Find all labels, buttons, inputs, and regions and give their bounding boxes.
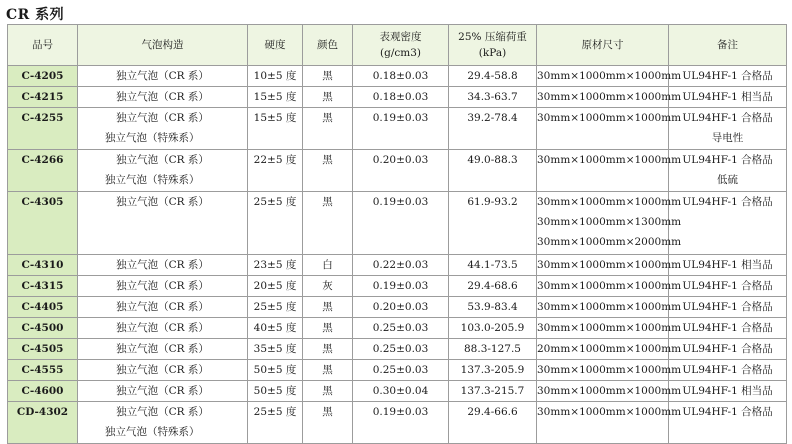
cell-code-text: C-4266 [21,154,64,166]
cell-size [537,339,682,360]
cell-hardness [248,150,303,192]
cell-structure-text: 独立气泡（CR 系） [116,385,209,397]
cell-density-text: 0.20±0.03 [372,154,429,166]
cell-code [8,318,78,339]
table-row [8,108,787,150]
cell-size [537,276,682,297]
cell-hardness-text: 15±5 度 [253,91,297,103]
cell-code [8,402,78,444]
table-row [8,192,787,255]
cell-note-text: UL94HF-1 合格品 [682,112,773,124]
cell-load [449,108,537,150]
cell-color [303,150,353,192]
cell-code-text: C-4500 [21,322,64,334]
cell-structure [78,276,248,297]
cell-color [303,339,353,360]
cell-color-text: 灰 [322,280,333,292]
cell-code-text: C-4405 [21,301,64,313]
cell-code-text: C-4305 [21,196,64,208]
cell-color [303,360,353,381]
cell-size-text: 30mm×1000mm×1000mm [537,196,682,208]
header-size [537,25,669,66]
cell-density [353,150,449,192]
cell-load [449,381,537,402]
cell-structure [78,360,248,381]
cell-density-text: 0.25±0.03 [372,343,429,355]
cell-color [303,108,353,150]
cell-size [537,297,682,318]
cell-note-text: 低硫 [717,174,738,186]
cell-color [303,381,353,402]
header-text: (g/cm3) [380,47,421,59]
cell-note-text: UL94HF-1 合格品 [682,301,773,313]
cell-load-text: 29.4-68.6 [467,280,518,292]
cell-code-text: CD-4302 [16,406,69,418]
cell-color [303,192,353,255]
cell-load [449,87,537,108]
cell-structure [78,87,248,108]
cell-hardness [248,360,303,381]
cell-note-text: UL94HF-1 合格品 [682,280,773,292]
cell-density-text: 0.18±0.03 [372,70,429,82]
cell-density [353,360,449,381]
cell-note-text: UL94HF-1 相当品 [682,259,773,271]
cell-hardness-text: 15±5 度 [253,112,297,124]
cell-size [537,255,682,276]
cell-color-text: 黑 [322,301,333,313]
cell-note-text: UL94HF-1 合格品 [682,154,773,166]
cell-load-text: 49.0-88.3 [467,154,518,166]
table-row [8,66,787,87]
cell-size [537,381,682,402]
cell-density [353,66,449,87]
cell-structure [78,402,248,444]
cell-structure [78,255,248,276]
cell-color-text: 黑 [322,385,333,397]
cell-load-text: 88.3-127.5 [464,343,521,355]
cell-note [669,339,787,360]
cell-color [303,66,353,87]
cell-structure-text: 独立气泡（CR 系） [116,112,209,124]
cell-hardness-text: 25±5 度 [253,301,297,313]
header-text: 备注 [717,39,738,51]
cell-density [353,402,449,444]
cell-size [537,402,682,444]
header-hardness [248,25,303,66]
cell-color-text: 黑 [322,406,333,418]
cell-size-text: 30mm×1000mm×1300mm [537,216,682,228]
cell-structure-text: 独立气泡（CR 系） [116,322,209,334]
cell-code-text: C-4505 [21,343,64,355]
cell-color-text: 黑 [322,112,333,124]
cell-load [449,318,537,339]
cell-structure-text: 独立气泡（特殊系） [105,174,200,186]
cell-load-text: 29.4-66.6 [467,406,518,418]
cell-note-text: UL94HF-1 合格品 [682,343,773,355]
cell-structure [78,297,248,318]
cell-size-text: 30mm×1000mm×1000mm [537,322,682,334]
cell-code [8,360,78,381]
cell-note-text: UL94HF-1 合格品 [682,406,773,418]
cell-hardness-text: 22±5 度 [253,154,297,166]
cell-size [537,318,682,339]
table-row [8,339,787,360]
header-color [303,25,353,66]
cell-code [8,255,78,276]
cell-note [669,402,787,444]
cell-hardness-text: 10±5 度 [253,70,297,82]
cell-note-text: UL94HF-1 相当品 [682,385,773,397]
cell-size-text: 30mm×1000mm×1000mm [537,259,682,271]
table-row [8,297,787,318]
header-text: 25% 压缩荷重 [458,31,527,43]
cell-hardness [248,255,303,276]
table-row [8,87,787,108]
cell-structure-text: 独立气泡（特殊系） [105,132,200,144]
cell-load-text: 61.9-93.2 [467,196,518,208]
page-title: CR 系列 [6,7,65,23]
cell-size-text: 30mm×1000mm×1000mm [537,280,682,292]
cell-note-text: 导电性 [711,132,744,144]
cell-code [8,150,78,192]
cell-code [8,339,78,360]
cell-code [8,108,78,150]
cell-density-text: 0.30±0.04 [372,385,429,397]
cell-note-text: UL94HF-1 合格品 [682,322,773,334]
cell-size-text: 30mm×1000mm×2000mm [537,236,682,248]
cell-structure-text: 独立气泡（CR 系） [116,406,209,418]
cell-code-text: C-4205 [21,70,64,82]
cell-hardness-text: 23±5 度 [253,259,297,271]
cell-hardness [248,276,303,297]
cell-code [8,87,78,108]
cell-structure [78,150,248,192]
header-note [669,25,787,66]
header-text: 品号 [32,39,53,51]
header-load [449,25,537,66]
cell-code [8,66,78,87]
cell-code-text: C-4555 [21,364,64,376]
cell-load [449,339,537,360]
cell-load-text: 137.3-215.7 [460,385,525,397]
cell-size-text: 30mm×1000mm×1000mm [537,91,682,103]
cell-color-text: 黑 [322,196,333,208]
cell-load [449,360,537,381]
cell-code [8,276,78,297]
cell-size-text: 30mm×1000mm×1000mm [537,70,682,82]
table-header-row [8,25,787,66]
cell-load-text: 53.9-83.4 [467,301,518,313]
cell-note [669,66,787,87]
cell-code-text: C-4315 [21,280,64,292]
cell-structure-text: 独立气泡（特殊系） [105,426,200,438]
header-text: 原材尺寸 [581,39,624,51]
cell-density-text: 0.25±0.03 [372,364,429,376]
cell-structure-text: 独立气泡（CR 系） [116,70,209,82]
cell-density-text: 0.22±0.03 [372,259,429,271]
cell-structure-text: 独立气泡（CR 系） [116,343,209,355]
cell-code-text: C-4255 [21,112,64,124]
cell-density [353,87,449,108]
cell-hardness-text: 25±5 度 [253,196,297,208]
cell-structure-text: 独立气泡（CR 系） [116,301,209,313]
header-text: 颜色 [317,39,338,51]
cell-code-text: C-4310 [21,259,64,271]
cell-density-text: 0.19±0.03 [372,196,429,208]
cell-hardness-text: 40±5 度 [253,322,297,334]
cell-color [303,87,353,108]
cell-note [669,255,787,276]
cell-size-text: 30mm×1000mm×1000mm [537,364,682,376]
cell-code-text: C-4215 [21,91,64,103]
header-text: 气泡构造 [141,39,184,51]
cell-hardness-text: 50±5 度 [253,364,297,376]
cell-structure-text: 独立气泡（CR 系） [116,364,209,376]
cell-color-text: 黑 [322,70,333,82]
cell-hardness [248,381,303,402]
cell-structure [78,108,248,150]
table-row [8,255,787,276]
cell-load [449,297,537,318]
table-row [8,318,787,339]
cell-size-text: 30mm×1000mm×1000mm [537,385,682,397]
cell-structure-text: 独立气泡（CR 系） [116,259,209,271]
cell-note [669,360,787,381]
cell-size [537,108,682,150]
cell-size [537,150,682,192]
cell-structure [78,66,248,87]
cell-hardness [248,402,303,444]
cell-code [8,192,78,255]
table-body [8,66,787,444]
cell-hardness [248,87,303,108]
cell-structure-text: 独立气泡（CR 系） [116,196,209,208]
cell-color [303,402,353,444]
table-row [8,360,787,381]
cell-structure-text: 独立气泡（CR 系） [116,91,209,103]
cell-note-text: UL94HF-1 合格品 [682,364,773,376]
cell-note [669,318,787,339]
cell-color-text: 白 [322,259,333,271]
cell-size [537,66,682,87]
cell-density [353,276,449,297]
cell-hardness-text: 25±5 度 [253,406,297,418]
cell-load-text: 103.0-205.9 [460,322,525,334]
cell-load [449,66,537,87]
cell-structure [78,381,248,402]
cell-note [669,150,787,192]
cell-load-text: 29.4-58.8 [467,70,518,82]
header-structure [78,25,248,66]
cell-density-text: 0.19±0.03 [372,406,429,418]
cell-note [669,192,787,255]
cell-density-text: 0.19±0.03 [372,112,429,124]
header-code [8,25,78,66]
cell-load [449,276,537,297]
cell-code-text: C-4600 [21,385,64,397]
table-row [8,402,787,444]
cell-note [669,381,787,402]
cell-color [303,318,353,339]
table-row [8,150,787,192]
product-table [7,24,787,444]
cell-density [353,255,449,276]
cell-load [449,150,537,192]
cell-density-text: 0.19±0.03 [372,280,429,292]
cell-note [669,108,787,150]
cell-load-text: 44.1-73.5 [467,259,518,271]
cell-structure [78,339,248,360]
cell-density-text: 0.20±0.03 [372,301,429,313]
cell-hardness [248,66,303,87]
cell-hardness [248,339,303,360]
cell-size [537,87,682,108]
cell-hardness [248,108,303,150]
cell-structure-text: 独立气泡（CR 系） [116,280,209,292]
cell-density-text: 0.18±0.03 [372,91,429,103]
cell-color [303,276,353,297]
cell-color-text: 黑 [322,364,333,376]
cell-code [8,381,78,402]
header-text: 硬度 [264,39,286,51]
cell-load-text: 39.2-78.4 [467,112,518,124]
cell-note-text: UL94HF-1 合格品 [682,196,773,208]
cell-color-text: 黑 [322,91,333,103]
cell-color-text: 黑 [322,343,333,355]
cell-hardness-text: 20±5 度 [253,280,297,292]
cell-hardness [248,318,303,339]
cell-density [353,108,449,150]
cell-size [537,360,682,381]
cell-load [449,402,537,444]
header-density [353,25,449,66]
cell-density [353,381,449,402]
cell-code [8,297,78,318]
cell-load-text: 34.3-63.7 [467,91,518,103]
header-text: 表观密度 [379,31,422,43]
cell-density-text: 0.25±0.03 [372,322,429,334]
cell-size-text: 30mm×1000mm×1000mm [537,112,682,124]
cell-density [353,339,449,360]
header-text: (kPa) [478,47,507,59]
cell-structure [78,318,248,339]
cell-hardness [248,297,303,318]
table-row [8,381,787,402]
cell-size-text: 30mm×1000mm×1000mm [537,154,682,166]
cell-size-text: 30mm×1000mm×1000mm [537,301,682,313]
cell-load [449,192,537,255]
cell-color-text: 黑 [322,322,333,334]
cell-size-text: 20mm×1000mm×1000mm [537,343,682,355]
cell-note-text: UL94HF-1 相当品 [682,91,773,103]
cell-structure [78,192,248,255]
cell-hardness-text: 50±5 度 [253,385,297,397]
cell-note [669,87,787,108]
table-row [8,276,787,297]
cell-note-text: UL94HF-1 合格品 [682,70,773,82]
cell-color [303,255,353,276]
cell-load-text: 137.3-205.9 [460,364,525,376]
cell-structure-text: 独立气泡（CR 系） [116,154,209,166]
cell-density [353,192,449,255]
cell-density [353,297,449,318]
cell-load [449,255,537,276]
cell-color [303,297,353,318]
cell-note [669,276,787,297]
cell-hardness-text: 35±5 度 [253,343,297,355]
cell-density [353,318,449,339]
cell-size-text: 30mm×1000mm×1000mm [537,406,682,418]
cell-hardness [248,192,303,255]
cell-note [669,297,787,318]
cell-size [537,192,682,255]
cell-color-text: 黑 [322,154,333,166]
